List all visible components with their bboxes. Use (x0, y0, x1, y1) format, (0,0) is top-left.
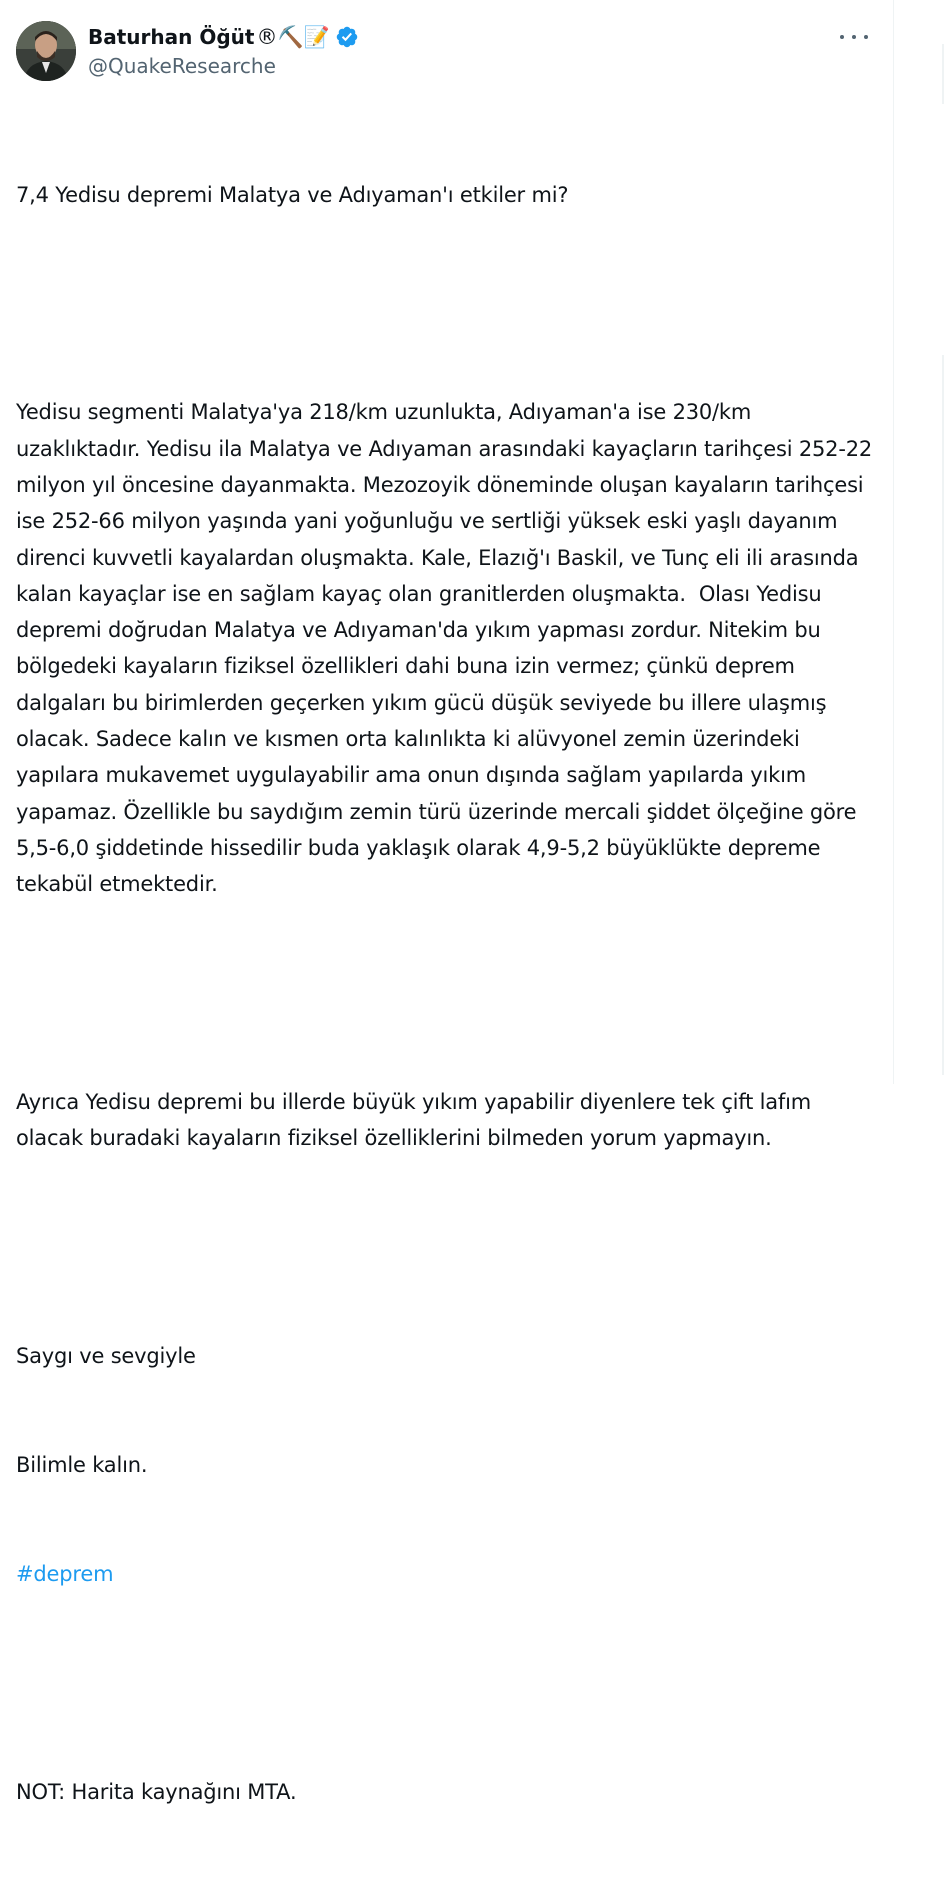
more-dot-icon (840, 35, 844, 39)
author-display-name[interactable]: Baturhan Öğüt (88, 25, 255, 49)
verified-badge-icon[interactable] (335, 25, 359, 49)
tweet-note: NOT: Harita kaynağını MTA. (16, 1779, 297, 1804)
tweet-closing-line-1: Saygı ve sevgiyle (16, 1344, 196, 1369)
author-handle[interactable]: @QuakeResearche (88, 54, 276, 78)
more-options-button[interactable] (840, 26, 868, 48)
author-name-line[interactable] (88, 22, 359, 52)
avatar-photo-icon (16, 21, 76, 81)
tweet-paragraph-1: Yedisu segmenti Malatya'ya 218/km uzunlukta, Adıyaman'a ise 230/km uzaklıktadır. Yedisu ila Malatya ve Adıyaman arasındaki kayaçların tarihçesi 252-22 milyon yıl öncesine dayanmakta. Mezozoyik döneminde oluşan kayaların tarihçesi ise 252-66 milyon yaşında yani yoğunluğu ve sertliği yüksek eski yaşlı dayanım direnci kuvvetli kayalardan oluşmakta. Kale, Elazığ'ı Baskil, ve Tunç eli ili arasında kalan kayaçlar ise en sağlam kayaç olan granitlerden oluşmakta. Olası Yedisu depremi doğrudan Malatya ve Adıyaman'da yıkım yapması zordur. Nitekim bu bölgedeki kayaların fiziksel özellikleri dahi buna izin vermez; çünkü deprem dalgaları bu birimlerden geçerken yıkım gücü düşük seviyede bu illere ulaşmış olacak. Sadece kalın ve kısmen orta kalınlıkta ki alüvyonel zemin üzerindeki yapılara mukavemet uygulayabilir ama onun dışında sağlam yapılarda yıkım yapamaz. Özellikle bu saydığım zemin türü üzerinde mercali şiddet ölçeğine göre 5,5-6,0 şiddetinde hissedilir buda yaklaşık olarak 4,9-5,2 büyüklükte depreme tekabül etmektedir. (16, 400, 879, 897)
tweet-paragraph-2: Ayrıca Yedisu depremi bu illerde büyük yıkım yapabilir diyenlere tek çift lafım olacak buradaki kayaların fiziksel özelliklerini bilmeden yorum yapmayın. (16, 1090, 818, 1151)
author-avatar[interactable] (16, 21, 76, 81)
right-sidebar-edge (894, 0, 944, 1084)
tweet-closing-line-2: Bilimle kalın. (16, 1452, 148, 1477)
more-dot-icon (852, 35, 856, 39)
hashtag-link[interactable]: #deprem (16, 1561, 114, 1586)
tweet-title-line: 7,4 Yedisu depremi Malatya ve Adıyaman'ı etkiler mi? (16, 182, 569, 207)
more-dot-icon (864, 35, 868, 39)
tweet-text (16, 104, 878, 1883)
author-name-emojis: ®⛏️📝 (256, 24, 330, 49)
